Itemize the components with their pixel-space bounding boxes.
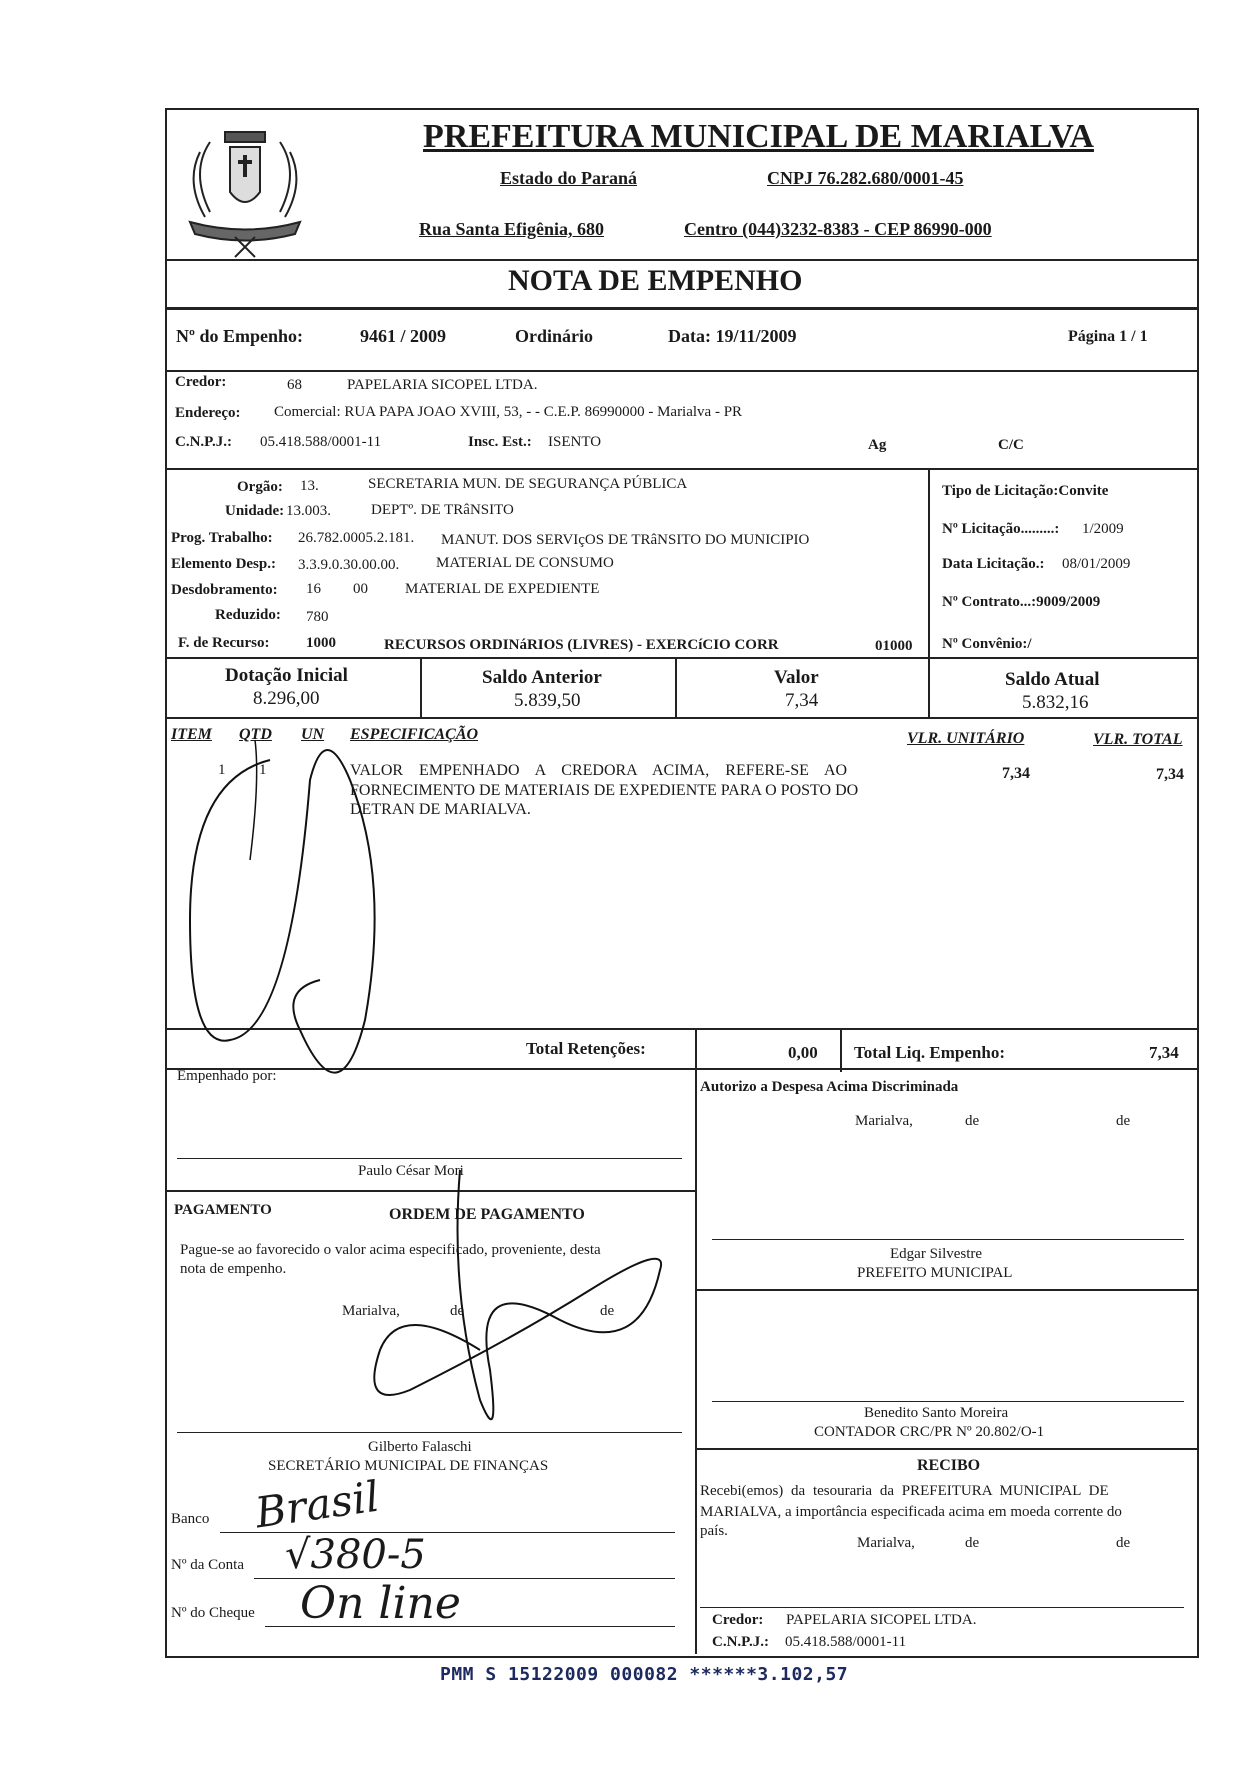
pagamento-signer-name: Gilberto Falaschi — [368, 1439, 472, 1455]
recibo-text2: MARIALVA, a importância especificada acima em moeda corrente do — [700, 1504, 1122, 1520]
item-spec-line2: FORNECIMENTO DE MATERIAIS DE EXPEDIENTE PARA O POSTO DO — [350, 782, 859, 799]
licitacao-num-label: Nº Licitação.........: — [942, 521, 1060, 537]
credor-cnpj: 05.418.588/0001-11 — [260, 434, 382, 450]
col-specification: ESPECIFICAÇÃO — [350, 726, 479, 743]
recibo-text3: país. — [700, 1523, 728, 1539]
saldo-anterior-value: 5.839,50 — [514, 690, 581, 711]
unidade-name: DEPTº. DE TRâNSITO — [371, 502, 514, 518]
contador-name: Benedito Santo Moreira — [864, 1405, 1009, 1421]
total-liquido-value: 7,34 — [1149, 1043, 1179, 1062]
col-unit-value: VLR. UNITÁRIO — [907, 730, 1025, 747]
fonte-number: 01000 — [875, 638, 913, 654]
banco-handwritten: Brasil — [252, 1471, 383, 1538]
total-retencoes-label: Total Retenções: — [526, 1039, 646, 1058]
credor-address: Comercial: RUA PAPA JOAO XVIII, 53, - - C.E.P. 86990000 - Marialva - PR — [274, 404, 743, 420]
empenho-number: 9461 / 2009 — [360, 326, 447, 346]
col-un: UN — [301, 726, 325, 743]
dotacao-label: Dotação Inicial — [225, 665, 348, 686]
desdobramento-code: 16 — [306, 581, 321, 597]
empenho-type: Ordinário — [515, 326, 594, 346]
credor-insc-label: Insc. Est.: — [468, 434, 532, 450]
signature-scribble2-icon — [340, 1150, 700, 1470]
autorizo-city: Marialva, — [855, 1113, 913, 1129]
empenho-date: Data: 19/11/2009 — [668, 326, 797, 346]
item-unit-value: 7,34 — [1002, 765, 1030, 782]
contador-role: CONTADOR CRC/PR Nº 20.802/O-1 — [814, 1424, 1045, 1440]
credor-cnpj-label: C.N.P.J.: — [175, 434, 232, 450]
desdobramento-name: MATERIAL DE EXPEDIENTE — [405, 581, 600, 597]
empenho-number-label: Nº do Empenho: — [176, 326, 303, 346]
fonte-code: 1000 — [306, 635, 336, 651]
prog-name: MANUT. DOS SERVIçOS DE TRâNSITO DO MUNICIPIO — [441, 532, 810, 548]
pagamento-city: Marialva, — [342, 1303, 400, 1319]
fonte-label: F. de Recurso: — [178, 635, 270, 651]
col-item: ITEM — [171, 726, 212, 743]
header-state: Estado do Paraná — [500, 168, 638, 188]
recibo-de2: de — [1116, 1535, 1131, 1551]
pagamento-de1: de — [450, 1303, 465, 1319]
licitacao-tipo: Tipo de Licitação:Convite — [942, 483, 1109, 499]
recibo-credor-label: Credor: — [712, 1612, 764, 1628]
elemento-label: Elemento Desp.: — [171, 556, 276, 572]
cheque-handwritten: On line — [300, 1578, 461, 1629]
conta-handwritten: √380-5 — [285, 1532, 426, 1578]
banco-label: Banco — [171, 1511, 210, 1527]
valor-label: Valor — [774, 667, 819, 688]
item-spec-line1: VALOR EMPENHADO A CREDORA ACIMA, REFERE-SE AO — [350, 762, 848, 779]
unidade-code: 13.003. — [286, 503, 331, 519]
autorizo-de2: de — [1116, 1113, 1131, 1129]
header-cnpj: CNPJ 76.282.680/0001-45 — [767, 168, 964, 188]
recibo-label: RECIBO — [917, 1457, 981, 1474]
credor-name: PAPELARIA SICOPEL LTDA. — [347, 377, 538, 393]
orgao-name: SECRETARIA MUN. DE SEGURANÇA PÚBLICA — [368, 476, 688, 492]
ordem-pagamento-label: ORDEM DE PAGAMENTO — [389, 1206, 585, 1223]
dotacao-value: 8.296,00 — [253, 688, 320, 709]
recibo-credor: PAPELARIA SICOPEL LTDA. — [786, 1612, 977, 1628]
prog-code: 26.782.0005.2.181. — [298, 530, 415, 546]
empenho-page: Página 1 / 1 — [1068, 328, 1148, 345]
item-qty: 1 — [259, 762, 267, 778]
credor-code: 68 — [287, 377, 302, 393]
fonte-name: RECURSOS ORDINáRIOS (LIVRES) - EXERCíCIO CORR — [384, 637, 779, 653]
header-address: Rua Santa Efigênia, 680 — [419, 219, 605, 239]
pagamento-signer-role: SECRETÁRIO MUNICIPAL DE FINANÇAS — [268, 1458, 549, 1474]
pagamento-label: PAGAMENTO — [174, 1202, 272, 1218]
reduzido-label: Reduzido: — [215, 607, 281, 623]
item-total-value: 7,34 — [1156, 766, 1184, 783]
autorizo-label: Autorizo a Despesa Acima Discriminada — [700, 1079, 959, 1095]
licitacao-convenio: Nº Convênio:/ — [942, 636, 1032, 652]
item-spec-line3: DETRAN DE MARIALVA. — [350, 801, 531, 818]
conta-label: Nº da Conta — [171, 1557, 244, 1573]
reduzido-value: 780 — [306, 609, 329, 625]
empenhado-label: Empenhado por: — [177, 1068, 277, 1084]
valor-value: 7,34 — [785, 690, 819, 711]
signature-scribble-icon — [150, 720, 570, 1140]
credor-label: Credor: — [175, 374, 227, 390]
header-title: PREFEITURA MUNICIPAL DE MARIALVA — [423, 118, 1094, 155]
desdobramento-code2: 00 — [353, 581, 368, 597]
pagamento-de2: de — [600, 1303, 615, 1319]
doc-title: NOTA DE EMPENHO — [508, 264, 803, 297]
recibo-de1: de — [965, 1535, 980, 1551]
licitacao-num: 1/2009 — [1082, 521, 1124, 537]
total-retencoes-value: 0,00 — [788, 1043, 818, 1062]
credor-cc: C/C — [998, 437, 1024, 453]
recibo-city: Marialva, — [857, 1535, 915, 1551]
saldo-anterior-label: Saldo Anterior — [482, 667, 602, 688]
item-number: 1 — [218, 762, 226, 778]
elemento-name: MATERIAL DE CONSUMO — [436, 555, 614, 571]
licitacao-contrato: Nº Contrato...:9009/2009 — [942, 594, 1101, 610]
credor-address-label: Endereço: — [175, 405, 241, 421]
credor-ag: Ag — [868, 437, 887, 453]
unidade-label: Unidade: — [225, 503, 285, 519]
licitacao-data-label: Data Licitação.: — [942, 556, 1045, 572]
col-qtd: QTD — [239, 726, 272, 743]
desdobramento-label: Desdobramento: — [171, 582, 278, 598]
col-total-value: VLR. TOTAL — [1093, 731, 1183, 748]
cheque-label: Nº do Cheque — [171, 1605, 255, 1621]
coat-of-arms-icon — [170, 112, 320, 262]
autorizo-de1: de — [965, 1113, 980, 1129]
saldo-atual-value: 5.832,16 — [1022, 692, 1089, 713]
licitacao-data: 08/01/2009 — [1062, 556, 1131, 572]
pagamento-text1: Pague-se ao favorecido o valor acima especificado, proveniente, desta — [180, 1242, 601, 1258]
pagamento-text2: nota de empenho. — [180, 1261, 287, 1277]
total-liquido-label: Total Liq. Empenho: — [854, 1043, 1005, 1062]
prefeito-role: PREFEITO MUNICIPAL — [857, 1265, 1013, 1281]
recibo-cnpj: 05.418.588/0001-11 — [785, 1634, 907, 1650]
empenhado-name: Paulo César Mori — [358, 1163, 464, 1179]
orgao-code: 13. — [300, 478, 319, 494]
payment-stamp: PMM S 15122009 000082 ******3.102,57 — [440, 1664, 849, 1685]
recibo-text1: Recebi(emos) da tesouraria da PREFEITURA MUNICIPAL DE — [700, 1483, 1109, 1499]
elemento-code: 3.3.9.0.30.00.00. — [298, 557, 400, 573]
saldo-atual-label: Saldo Atual — [1005, 669, 1100, 690]
credor-insc: ISENTO — [548, 434, 602, 450]
header-address2: Centro (044)3232-8383 - CEP 86990-000 — [684, 219, 992, 239]
recibo-cnpj-label: C.N.P.J.: — [712, 1634, 769, 1650]
orgao-label: Orgão: — [237, 479, 283, 495]
prog-label: Prog. Trabalho: — [171, 530, 273, 546]
prefeito-name: Edgar Silvestre — [890, 1246, 983, 1262]
